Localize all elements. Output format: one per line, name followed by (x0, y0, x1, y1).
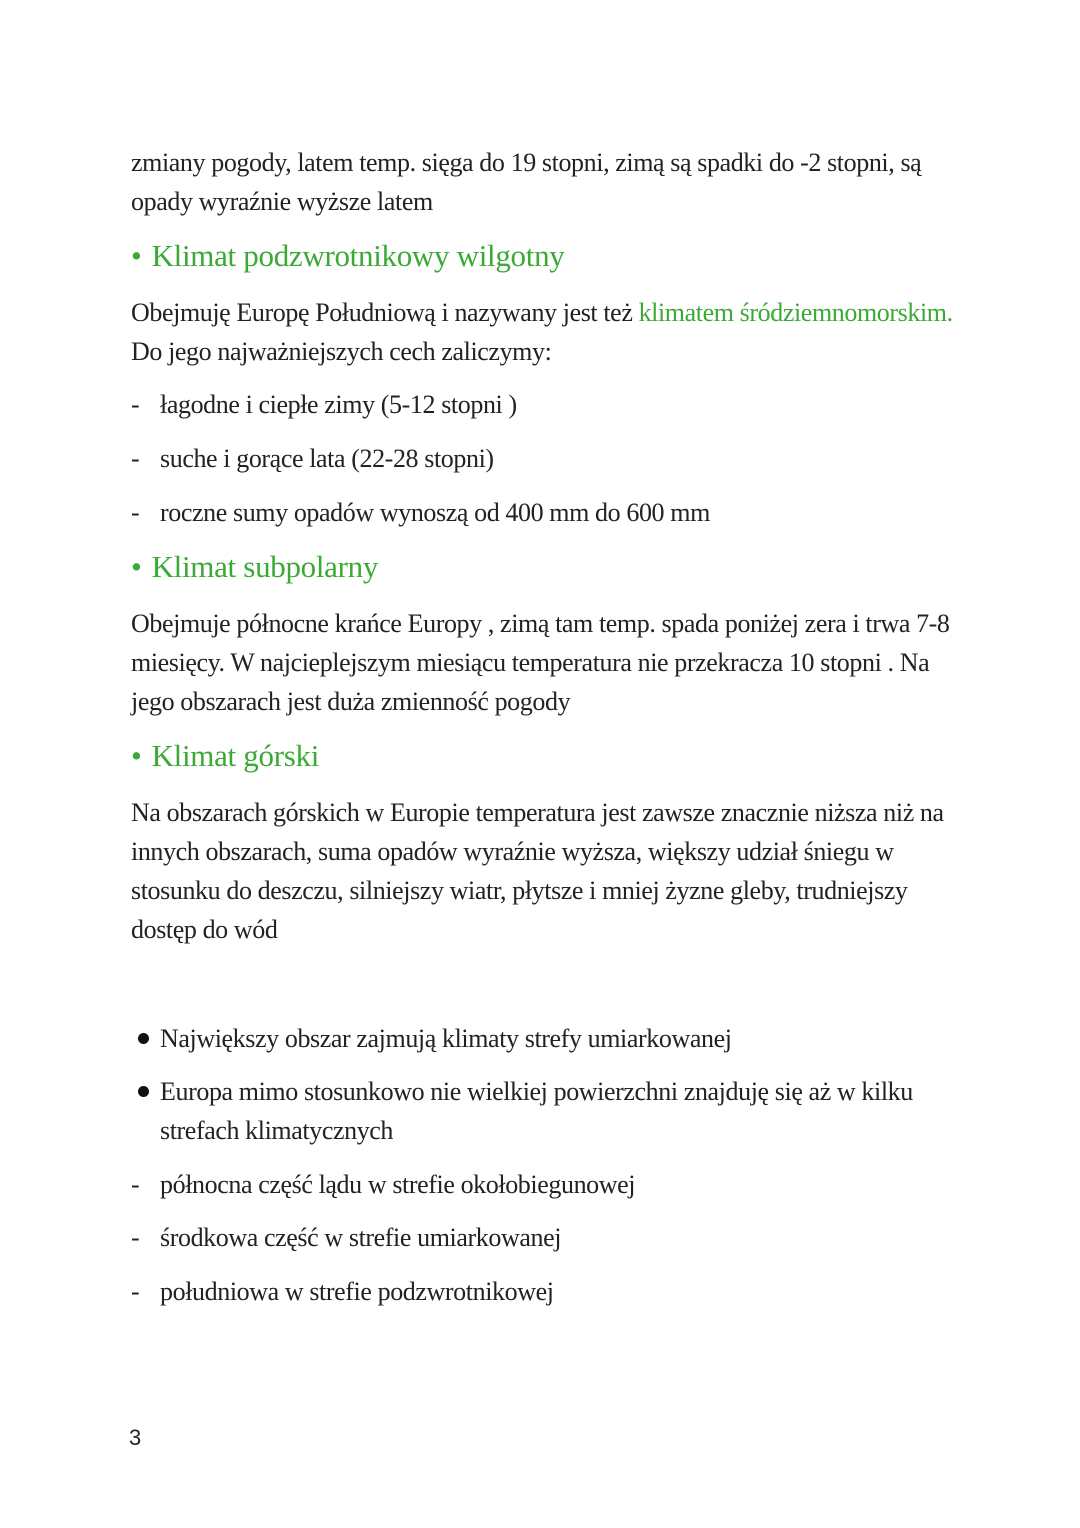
list-item-text: łagodne i ciepłe zimy (5-12 stopni ) (160, 390, 517, 419)
list-item-text: roczne sumy opadów wynoszą od 400 mm do 600 mm (160, 498, 710, 527)
list-item-text: środkowa część w strefie umiarkowanej (160, 1223, 562, 1252)
bullet-icon: • (131, 738, 142, 773)
section-heading-subpolar (131, 547, 378, 587)
para-text: Do jego najważniejszych cech zaliczymy: (131, 337, 552, 366)
summary-point-text: Europa mimo stosunkowo nie wielkiej powierzchni znajduję się aż w kilku strefach klimatycznych (160, 1077, 913, 1145)
dash-icon: - (131, 1170, 140, 1199)
section-heading-subtropical (131, 236, 564, 276)
bullet-icon (138, 1086, 149, 1097)
subtropical-paragraph (131, 293, 961, 371)
section-heading-mountain (131, 736, 319, 776)
mountain-paragraph: Na obszarach górskich w Europie temperatura jest zawsze znacznie niższa niż na innych obszarach, suma opadów wyraźnie wyższa, większy udział śniegu w stosunku do deszczu, silniejszy wiatr, płytsze i mniej żyzne gleby, trudniejszy dostęp do wód (131, 798, 944, 944)
heading-text: Klimat subpolarny (151, 549, 379, 584)
bullet-icon: • (131, 238, 142, 273)
dash-icon: - (131, 390, 140, 419)
list-item-text: południowa w strefie podzwrotnikowej (160, 1277, 554, 1306)
heading-text: Klimat podzwrotnikowy wilgotny (151, 238, 565, 273)
subpolar-paragraph: Obejmuje północne krańce Europy , zimą tam temp. spada poniżej zera i trwa 7-8 miesięcy. W najcieplejszym miesiącu temperatura nie przekracza 10 stopni . Na jego obszarach jest duża zmienność pogody (131, 609, 950, 716)
highlight-text: klimatem śródziemnomorskim. (638, 298, 953, 327)
bullet-icon: • (131, 549, 142, 584)
page-number: 3 (129, 1425, 142, 1450)
dash-icon: - (131, 1277, 140, 1306)
dash-icon: - (131, 1223, 140, 1252)
summary-point-text: Największy obszar zajmują klimaty strefy umiarkowanej (160, 1024, 732, 1053)
intro-paragraph: zmiany pogody, latem temp. sięga do 19 stopni, zimą są spadki do -2 stopni, są opady wyraźnie wyższe latem (131, 148, 922, 216)
bullet-icon (138, 1033, 149, 1044)
para-text: Obejmuję Europę Południową i nazywany jest też (131, 298, 639, 327)
dash-icon: - (131, 444, 140, 473)
list-item-text: suche i gorące lata (22-28 stopni) (160, 444, 494, 473)
list-item-text: północna część lądu w strefie okołobiegunowej (160, 1170, 636, 1199)
heading-text: Klimat górski (151, 738, 320, 773)
dash-icon: - (131, 498, 140, 527)
